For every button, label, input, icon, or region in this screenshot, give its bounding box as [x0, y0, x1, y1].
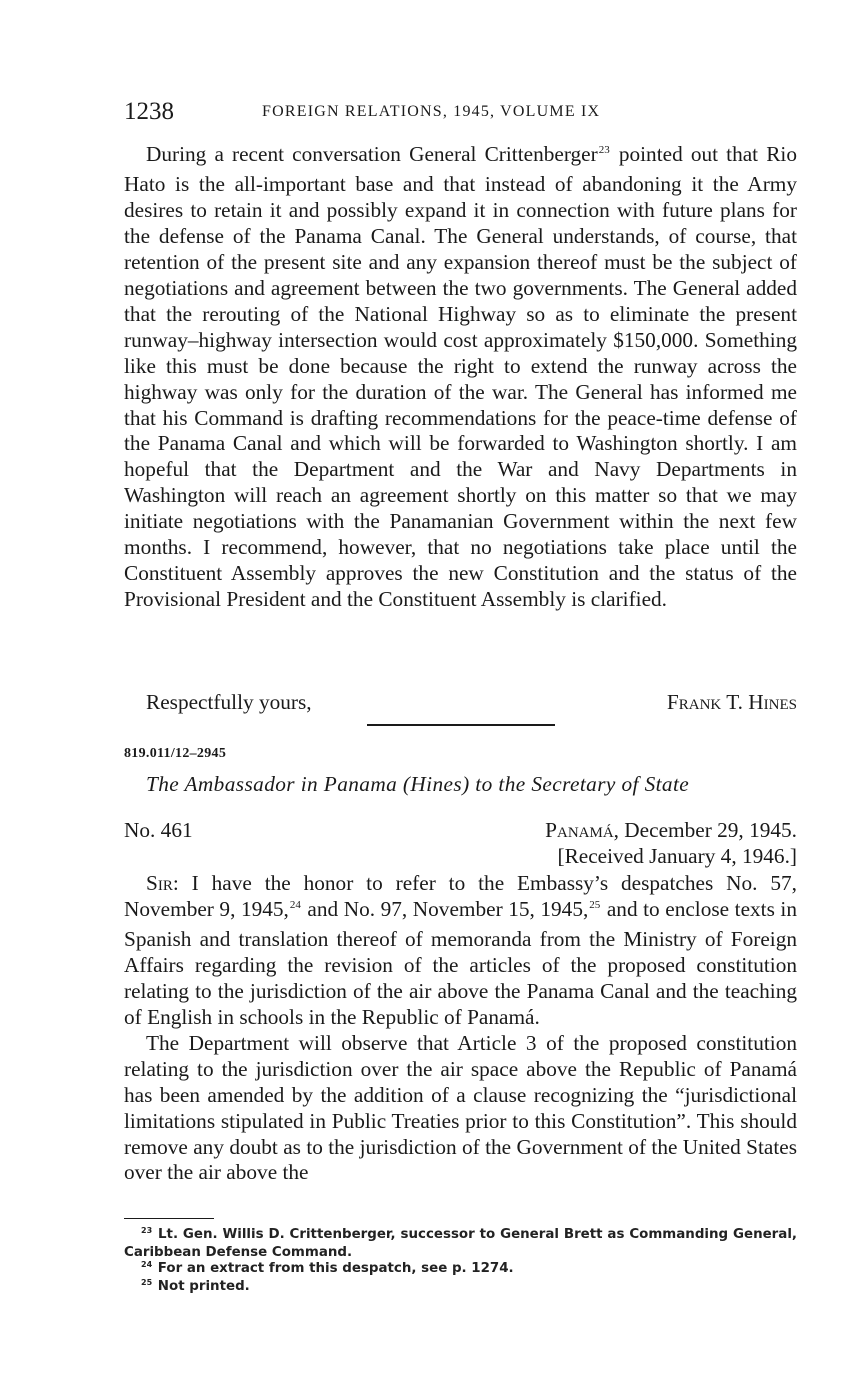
page-number: 1238 [124, 98, 174, 125]
footnote-divider [124, 1218, 214, 1219]
running-title: FOREIGN RELATIONS, 1945, VOLUME IX [262, 103, 601, 120]
footnote-ref: 24 [289, 898, 301, 911]
closing: Respectfully yours, [146, 690, 312, 714]
despatch-paragraph: Sir: I have the honor to refer to the Embassy’s despatches No. 57, November 9, 1945,24 and No. 97, November 15, 1945,25 and to enclose texts in Spanish and translation thereof of memoranda from the Ministry of Foreign Affairs regarding the revision of the articles of the proposed constitution relating to the jurisdiction of the air above the Panama Canal and the teaching of English in schools in the Republic of Panamá. [124, 871, 797, 1029]
footnote-ref: 25 [589, 898, 601, 911]
document-heading: The Ambassador in Panama (Hines) to the Secretary of State [146, 772, 690, 796]
footnote: $^{23}$ Lt. Gen. Willis D. Crittenberger, successor to General Brett as Commanding General, Caribbean Defense Command. [124, 1226, 797, 1260]
despatch-number: No. 461 [124, 818, 193, 842]
running-header [124, 98, 797, 128]
despatch-paragraph: The Department will observe that Article 3 of the proposed constitution relating to the jurisdiction over the air space above the Republic of Panamá has been amended by the addition of a clause recognizing the “jurisdictional limitations stipulated in Public Treaties prior to this Constitution”. This should remove any doubt as to the jurisdiction of the Government of the United States over the air above the [124, 1030, 797, 1185]
footnotes [124, 1227, 797, 1296]
place-date: Panamá, December 29, 1945. [545, 818, 797, 842]
footnote-ref: 23 [598, 144, 610, 156]
letter-body [124, 142, 797, 613]
footnote: $^{25}$ Not printed. [141, 1277, 250, 1294]
letter-paragraph: During a recent conversation General Crittenberger$^{23}$ pointed out that Rio Hato is the all-important base and that instead of abandoning it the Army desires to retain it and possibly expand it in connection with future plans for the defense of the Panama Canal. The General understands, of course, that retention of the present site and any expansion thereof must be the subject of negotiations and agreement between the two governments. The General added that the rerouting of the National Highway so as to eliminate the present runway–highway intersection would cost approximately $150,000. Something like this must be done because the right to extend the runway across the highway was only for the duration of the war. The General has informed me that his Command is drafting recommendations for the peace-time defense of the Panama Canal and which will be forwarded to Washington shortly. I am hopeful that the Department and the War and Navy Departments in Washington will reach an agreement shortly on this matter so that we may initiate negotiations with the Panamanian Government within the next few months. I recommend, however, that no negotiations take place until the Constituent Assembly approves the new Constitution and the status of the Provisional President and the Constituent Assembly is clarified. [124, 142, 797, 612]
footnote: $^{24}$ For an extract from this despatch, see p. 1274. [141, 1260, 514, 1276]
despatch-body [124, 871, 797, 1186]
file-reference: 819.011/12–2945 [124, 746, 227, 761]
received-date: [Received January 4, 1946.] [557, 844, 797, 868]
signature: Frank T. Hines [666, 690, 797, 714]
section-divider [367, 724, 555, 726]
